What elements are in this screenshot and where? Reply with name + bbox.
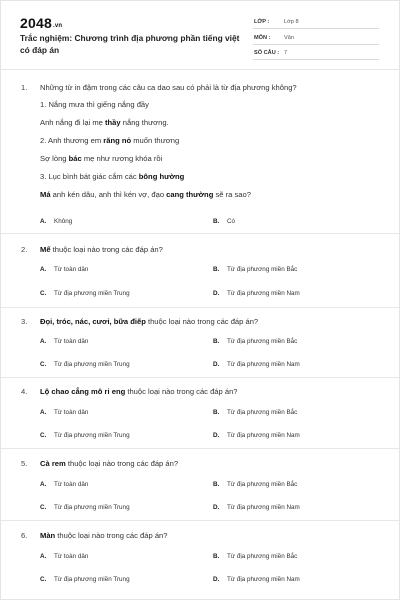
text-segment: thuộc loại nào trong các đáp án? bbox=[125, 387, 238, 396]
passage-line bbox=[40, 99, 149, 110]
meta-subject bbox=[253, 33, 379, 45]
highlighted-term: cang thường bbox=[166, 190, 214, 199]
option-text: Từ địa phương miền Nam bbox=[227, 432, 300, 439]
question-number: 2. bbox=[21, 245, 28, 254]
option-text: Từ địa phương miền Trung bbox=[54, 504, 130, 511]
question-divider bbox=[1, 448, 399, 449]
option-d[interactable] bbox=[213, 431, 300, 440]
passage-line bbox=[40, 135, 179, 146]
option-b[interactable] bbox=[213, 217, 235, 226]
question-divider bbox=[1, 377, 399, 378]
text-segment: anh kén dâu, anh thì kén vợ, đạo bbox=[50, 190, 167, 199]
option-text: Từ địa phương miền Trung bbox=[54, 576, 130, 583]
option-text: Từ toàn dân bbox=[54, 338, 89, 345]
meta-count-value: 7 bbox=[284, 50, 288, 56]
option-letter: D. bbox=[213, 361, 220, 368]
option-text: Từ toàn dân bbox=[54, 553, 89, 560]
option-letter: B. bbox=[213, 481, 220, 488]
option-letter: B. bbox=[213, 553, 220, 560]
option-letter: D. bbox=[213, 432, 220, 439]
option-b[interactable] bbox=[213, 480, 297, 489]
text-segment: 3. Lục bình bát giác cắm các bbox=[40, 172, 139, 181]
option-letter: D. bbox=[213, 504, 220, 511]
option-text: Từ địa phương miền Bắc bbox=[227, 481, 298, 488]
meta-count-label: SỐ CÂU : bbox=[254, 50, 280, 56]
option-text: Từ toàn dân bbox=[54, 409, 89, 416]
text-segment: 2. Anh thương em bbox=[40, 136, 104, 145]
option-text: Từ địa phương miền Bắc bbox=[227, 266, 298, 273]
option-text: Từ địa phương miền Nam bbox=[227, 290, 300, 297]
question-text bbox=[40, 386, 380, 397]
option-text: Từ địa phương miền Nam bbox=[227, 361, 300, 368]
option-b[interactable] bbox=[213, 552, 297, 561]
meta-class bbox=[253, 17, 379, 29]
question-text bbox=[40, 458, 380, 469]
meta-subject-value: Văn bbox=[284, 35, 294, 41]
question-divider bbox=[1, 307, 399, 308]
option-text: Từ địa phương miền Trung bbox=[54, 432, 130, 439]
passage-line bbox=[40, 171, 184, 182]
option-letter: C. bbox=[40, 361, 47, 368]
option-text: Từ địa phương miền Bắc bbox=[227, 409, 298, 416]
text-segment: Anh nắng đi lại mẹ bbox=[40, 118, 106, 127]
question-number: 3. bbox=[21, 317, 28, 326]
option-b[interactable] bbox=[213, 337, 297, 346]
option-text: Từ địa phương miền Bắc bbox=[227, 338, 298, 345]
text-segment: nắng thương. bbox=[120, 118, 169, 127]
text-segment: thuộc loại nào trong các đáp án? bbox=[145, 317, 259, 326]
option-text: Có bbox=[227, 218, 236, 225]
question-text bbox=[40, 530, 380, 541]
option-b[interactable] bbox=[213, 408, 297, 417]
option-letter: B. bbox=[213, 338, 220, 345]
option-c[interactable] bbox=[40, 289, 130, 298]
option-c[interactable] bbox=[40, 503, 130, 512]
passage-line bbox=[40, 153, 162, 164]
option-text: Từ địa phương miền Nam bbox=[227, 504, 300, 511]
option-c[interactable] bbox=[40, 360, 130, 369]
highlighted-term: bác bbox=[68, 154, 82, 163]
highlighted-term: Cà rem bbox=[40, 459, 66, 468]
option-letter: C. bbox=[40, 290, 47, 297]
option-text: Từ toàn dân bbox=[54, 481, 89, 488]
option-text: Từ địa phương miền Trung bbox=[54, 361, 130, 368]
option-letter: C. bbox=[40, 504, 47, 511]
question-number: 5. bbox=[21, 459, 28, 468]
option-letter: A. bbox=[40, 481, 47, 488]
text-segment: Sợ lòng bbox=[40, 154, 69, 163]
meta-subject-label: MÔN : bbox=[254, 35, 271, 41]
option-letter: D. bbox=[213, 290, 220, 297]
option-letter: B. bbox=[213, 218, 220, 225]
header-divider bbox=[1, 69, 399, 70]
meta-class-value: Lớp 8 bbox=[284, 19, 299, 25]
option-letter: B. bbox=[213, 266, 220, 273]
option-text: Từ địa phương miền Trung bbox=[54, 290, 130, 297]
option-b[interactable] bbox=[213, 265, 297, 274]
option-a[interactable] bbox=[40, 265, 88, 274]
highlighted-term: thầy bbox=[105, 118, 121, 127]
meta-class-label: LỚP : bbox=[254, 19, 270, 25]
passage-line bbox=[40, 189, 251, 200]
option-c[interactable] bbox=[40, 431, 130, 440]
highlighted-term: răng nỏ bbox=[103, 136, 132, 145]
option-letter: B. bbox=[213, 409, 220, 416]
option-letter: A. bbox=[40, 338, 47, 345]
text-segment: thuộc loại nào trong các đáp án? bbox=[50, 245, 163, 254]
option-a[interactable] bbox=[40, 552, 88, 561]
option-letter: C. bbox=[40, 432, 47, 439]
highlighted-term: Mế bbox=[40, 245, 51, 254]
option-letter: A. bbox=[40, 218, 47, 225]
option-d[interactable] bbox=[213, 503, 300, 512]
highlighted-term: bông hường bbox=[138, 172, 185, 181]
option-a[interactable] bbox=[40, 337, 88, 346]
logo-text: 2048 bbox=[20, 15, 52, 31]
quiz-header bbox=[1, 1, 399, 69]
text-segment: thuộc loại nào trong các đáp án? bbox=[65, 459, 179, 468]
text-segment: muốn thương bbox=[131, 136, 180, 145]
option-letter: C. bbox=[40, 576, 47, 583]
option-d[interactable] bbox=[213, 360, 300, 369]
passage-line bbox=[40, 117, 169, 128]
site-logo[interactable] bbox=[20, 15, 62, 31]
option-a[interactable] bbox=[40, 408, 88, 417]
option-text: Từ toàn dân bbox=[54, 266, 89, 273]
option-text: Không bbox=[54, 218, 73, 225]
highlighted-term: Màn bbox=[40, 531, 56, 540]
question-divider bbox=[1, 520, 399, 521]
highlighted-term: Má bbox=[40, 190, 51, 199]
option-letter: A. bbox=[40, 553, 47, 560]
option-c[interactable] bbox=[40, 575, 130, 584]
option-text: Từ địa phương miền Nam bbox=[227, 576, 300, 583]
option-letter: A. bbox=[40, 266, 47, 273]
meta-question-count bbox=[253, 48, 379, 60]
option-text: Từ địa phương miền Bắc bbox=[227, 553, 298, 560]
text-segment: thuộc loại nào trong các đáp án? bbox=[55, 531, 168, 540]
option-d[interactable] bbox=[213, 289, 300, 298]
question-text bbox=[40, 316, 380, 327]
option-a[interactable] bbox=[40, 217, 72, 226]
question-divider bbox=[1, 233, 399, 234]
question-text bbox=[40, 244, 380, 255]
quiz-title: Trắc nghiệm: Chương trình địa phương phần tiếng việt có đáp án bbox=[20, 33, 240, 55]
highlighted-term: Lộ chao cẳng mô ri eng bbox=[40, 387, 126, 396]
question-text: Những từ in đậm trong các câu ca dao sau có phải là từ địa phương không? bbox=[40, 83, 297, 92]
highlighted-term: Đọi, tróc, nác, cươi, bữa điếp bbox=[40, 317, 146, 326]
option-letter: A. bbox=[40, 409, 47, 416]
option-d[interactable] bbox=[213, 575, 300, 584]
question-number: 6. bbox=[21, 531, 28, 540]
question-number: 1. bbox=[21, 83, 28, 92]
text-segment: 1. Nắng mưa thì giếng nắng đầy bbox=[40, 100, 149, 109]
option-a[interactable] bbox=[40, 480, 88, 489]
logo-suffix: .vn bbox=[52, 23, 63, 29]
text-segment: mẹ như rương khóa rồi bbox=[81, 154, 163, 163]
text-segment: sẽ ra sao? bbox=[213, 190, 251, 199]
option-letter: D. bbox=[213, 576, 220, 583]
question-number: 4. bbox=[21, 387, 28, 396]
